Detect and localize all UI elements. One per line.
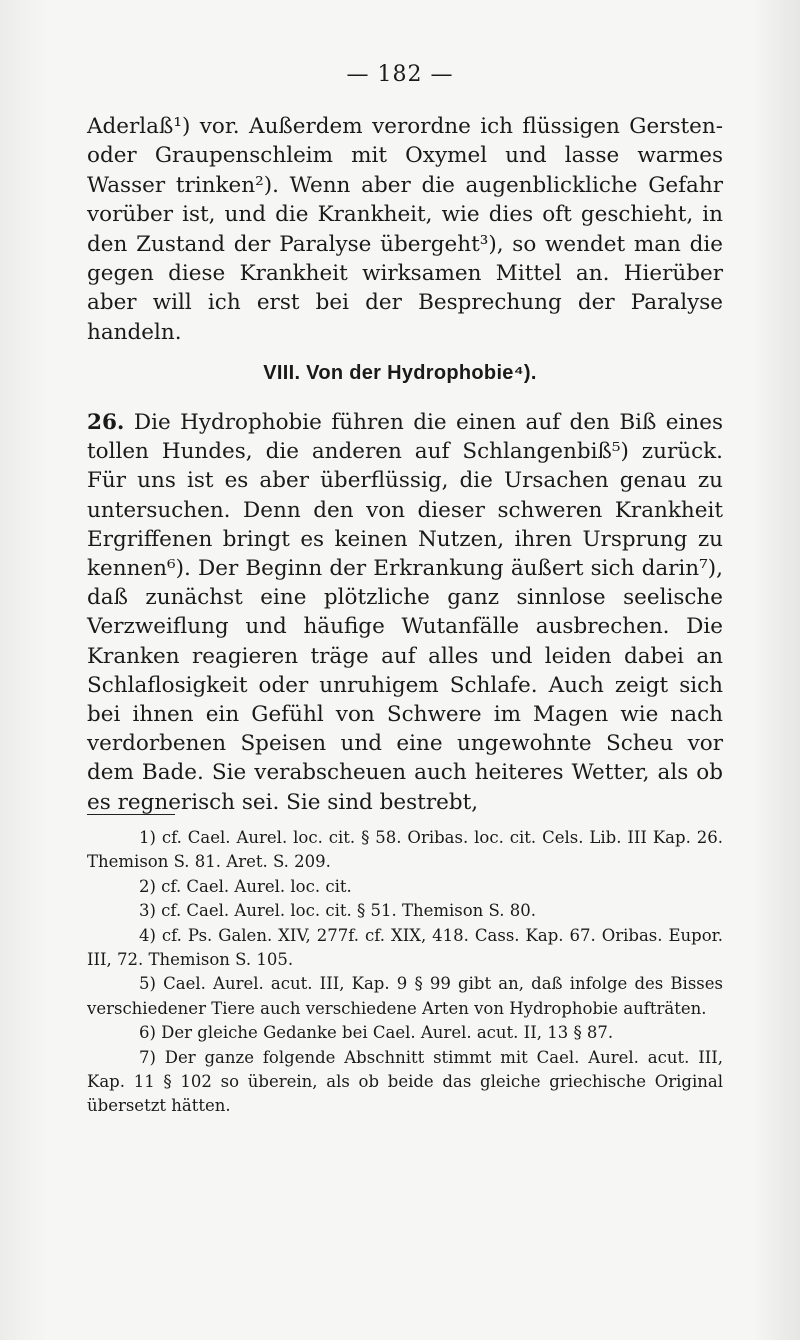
- section-text: Die Hydrophobie führen die einen auf den Biß eines tollen Hundes, die anderen auf Schlangenbiß⁵) zurück. Für uns ist es aber überflüssig, die Ursachen genau zu untersuchen. Denn den von dieser schweren Krankheit Ergriffenen bringt es keinen Nutzen, ihren Ursprung zu kennen⁶). Der Beginn der Erkrankung äußert sich darin⁷), daß zunächst eine plötzliche ganz sinnlose seelische Verzweiflung und häufige Wutanfälle ausbrechen. Die Kranken reagieren träge auf alles und leiden dabei an Schlaflosigkeit oder unruhigem Schlafe. Auch zeigt sich bei ihnen ein Gefühl von Schwere im Magen wie nach verdorbenen Speisen und eine ungewohnte Scheu vor dem Bade. Sie verabscheuen auch heiteres Wetter, als ob es regnerisch sei. Sie sind bestrebt,: [87, 410, 723, 815]
- intro-paragraph: [87, 112, 723, 347]
- footnote-4: 4) cf. Ps. Galen. XIV, 277f. cf. XIX, 418. Cass. Kap. 67. Oribas. Eupor. III, 72. Themison S. 105.: [87, 925, 723, 970]
- footnote-5: 5) Cael. Aurel. acut. III, Kap. 9 § 99 gibt an, daß infolge des Bisses verschiedener Tiere auch verschiedene Arten von Hydrophobie aufträten.: [87, 974, 723, 1018]
- footnote-6: 6) Der gleiche Gedanke bei Cael. Aurel. acut. II, 13 § 87.: [139, 1023, 614, 1043]
- intro-paragraph-text: Aderlaß¹) vor. Außerdem verordne ich flüssigen Gersten- oder Graupenschleim mit Oxymel und lasse warmes Wasser trinken²). Wenn aber die augenblickliche Gefahr vorüber ist, und die Krankheit, wie dies oft geschieht, in den Zustand der Paralyse übergeht³), so wendet man die gegen diese Krankheit wirksamen Mittel an. Hierüber aber will ich erst bei der Besprechung der Paralyse handeln.: [87, 114, 723, 345]
- footnote-1: 1) cf. Cael. Aurel. loc. cit. § 58. Oribas. loc. cit. Cels. Lib. III Kap. 26. Themison S. 81. Aret. S. 209.: [87, 828, 723, 872]
- section-26: [87, 408, 723, 817]
- footnote-divider: [87, 814, 175, 815]
- section-paragraph: [87, 408, 723, 817]
- footnote-3: 3) cf. Cael. Aurel. loc. cit. § 51. Themison S. 80.: [139, 901, 536, 921]
- page-number: — 182 —: [346, 62, 454, 87]
- section-number: 26.: [87, 410, 125, 435]
- chapter-heading: VIII. Von der Hydrophobie⁴).: [263, 362, 537, 384]
- footnote-7: 7) Der ganze folgende Abschnitt stimmt mit Cael. Aurel. acut. III, Kap. 11 § 102 so überein, als ob beide das gleiche griechische Original übersetzt hätten.: [87, 1047, 723, 1116]
- footnote-2: 2) cf. Cael. Aurel. loc. cit.: [139, 876, 352, 896]
- footnotes: [87, 826, 723, 1119]
